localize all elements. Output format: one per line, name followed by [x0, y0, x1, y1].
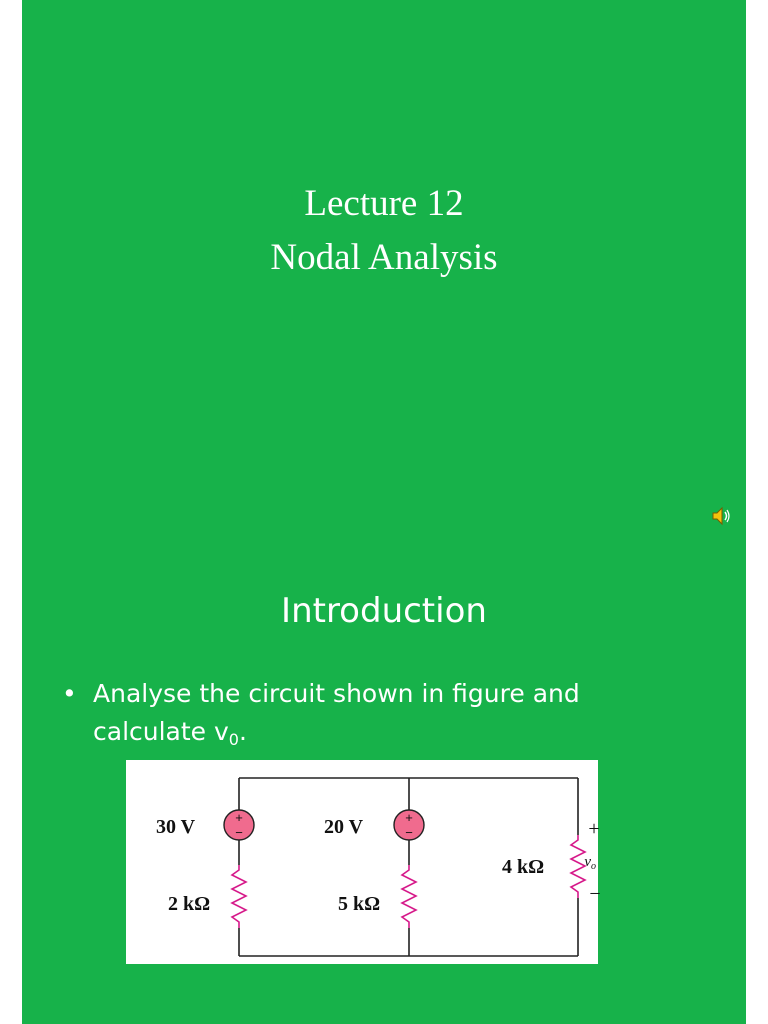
lecture-subtitle: Nodal Analysis [270, 237, 498, 278]
svg-text:+: + [405, 810, 413, 825]
speaker-icon[interactable] [708, 503, 734, 529]
source-30v-icon [224, 810, 254, 840]
vo-minus: − [589, 883, 601, 905]
resistor-4k-icon [571, 835, 585, 898]
resistor-2k-icon [232, 865, 246, 928]
resistor-5k-icon [402, 865, 416, 928]
vo-plus: + [588, 818, 600, 840]
svg-text:−: − [235, 825, 243, 840]
circuit-figure [126, 760, 601, 964]
bullet-dot: • [62, 679, 77, 708]
resistor-5k-label: 5 kΩ [338, 893, 381, 915]
source-30v-label: 30 V [156, 816, 196, 838]
vo-label: $v_o$ [584, 854, 596, 872]
circuit-diagram [126, 760, 601, 964]
svg-text:+: + [235, 810, 243, 825]
source-20v-icon [394, 810, 424, 840]
source-20v-label: 20 V [324, 816, 364, 838]
resistor-2k-label: 2 kΩ [168, 893, 211, 915]
resistor-4k-label: 4 kΩ [502, 856, 545, 878]
section-heading: Introduction [281, 591, 487, 631]
svg-text:−: − [405, 825, 413, 840]
bullet-text: Analyse the circuit shown in figure and calculate $v_0$. [93, 679, 580, 749]
lecture-title: Lecture 12 [304, 183, 464, 224]
